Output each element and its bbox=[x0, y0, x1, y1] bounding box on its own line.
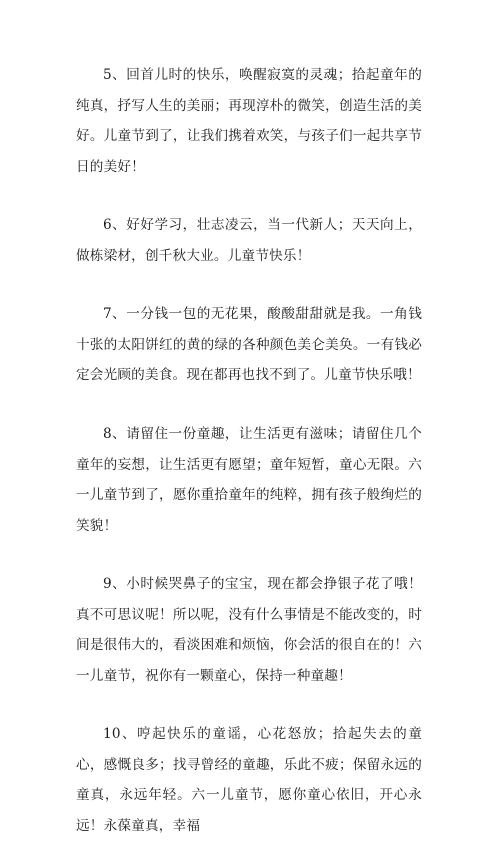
paragraph-6: 6、好好学习，壮志凌云，当一代新人；天天向上，做栋梁材，创千秋大业。儿童节快乐！ bbox=[76, 217, 422, 264]
paragraph-7: 7、一分钱一包的无花果，酸酸甜甜就是我。一角钱十张的太阳饼红的黄的绿的各种颜色美仑美奂。一有钱必定会光顾的美食。现在都再也找不到了。儿童节快乐哦！ bbox=[76, 306, 422, 383]
paragraph-5: 5、回首儿时的快乐，唤醒寂寞的灵魂；拾起童年的纯真，抒写人生的美丽；再现淳朴的微笑，创造生活的美好。儿童节到了，让我们携着欢笑，与孩子们一起共享节日的美好！ bbox=[76, 67, 422, 175]
paragraph-9: 9、小时候哭鼻子的宝宝，现在都会挣银子花了哦！真不可思议呢！所以呢，没有什么事情是不能改变的，时间是很伟大的，看淡困难和烦恼，你会活的很自在的！六一儿童节，祝你有一颗童心，保持一种童趣！ bbox=[76, 576, 422, 684]
paragraph-10: 10、哼起快乐的童谣，心花怒放；拾起失去的童心，感慨良多；找寻曾经的童趣，乐此不疲；保留永远的童真，永远年轻。六一儿童节，愿你童心依旧，开心永远！永葆童真，幸福 bbox=[76, 726, 422, 834]
paragraph-8: 8、请留住一份童趣，让生活更有滋味；请留住几个童年的妄想，让生活更有愿望；童年短暂，童心无限。六一儿童节到了，愿你重拾童年的纯粹，拥有孩子般绚烂的笑貌！ bbox=[76, 426, 422, 534]
